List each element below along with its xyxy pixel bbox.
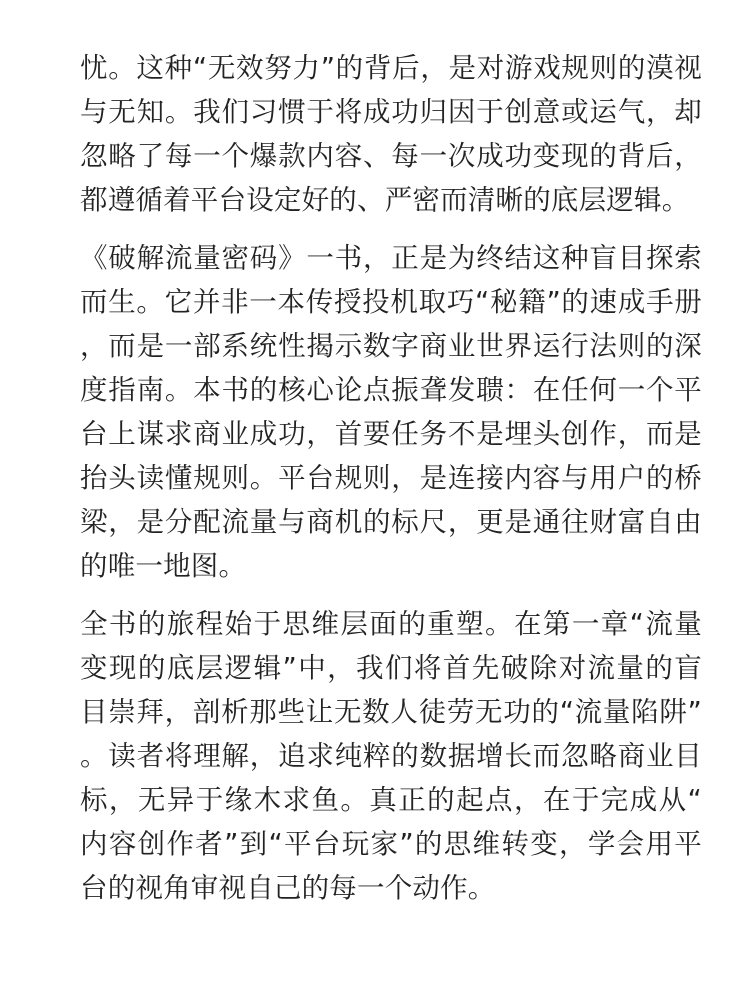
- paragraph-1: 忧。这种“无效努力”的背后，是对游戏规则的漠视与无知。我们习惯于将成功归因于创意或运气，却忽略了每一个爆款内容、每一次成功变现的背后，都遵循着平台设定好的、严密而清晰的底层逻辑。: [80, 52, 702, 216]
- paragraph-3: 全书的旅程始于思维层面的重塑。在第一章“流量变现的底层逻辑”中，我们将首先破除对流量的盲目崇拜，剖析那些让无数人徒劳无功的“流量陷阱”。读者将理解，追求纯粹的数据增长而忽略商业目标，无异于缘木求鱼。真正的起点，在于完成从“内容创作者”到“平台玩家”的思维转变，学会用平台的视角审视自己的每一个动作。: [80, 608, 702, 904]
- paragraph-2: 《破解流量密码》一书，正是为终结这种盲目探索而生。它并非一本传授投机取巧“秘籍”的速成手册，而是一部系统性揭示数字商业世界运行法则的深度指南。本书的核心论点振聋发聩：在任何一个平台上谋求商业成功，首要任务不是埋头创作，而是抬头读懂规则。平台规则，是连接内容与用户的桥梁，是分配流量与商机的标尺，更是通往财富自由的唯一地图。: [80, 242, 702, 582]
- document-body: [80, 46, 702, 924]
